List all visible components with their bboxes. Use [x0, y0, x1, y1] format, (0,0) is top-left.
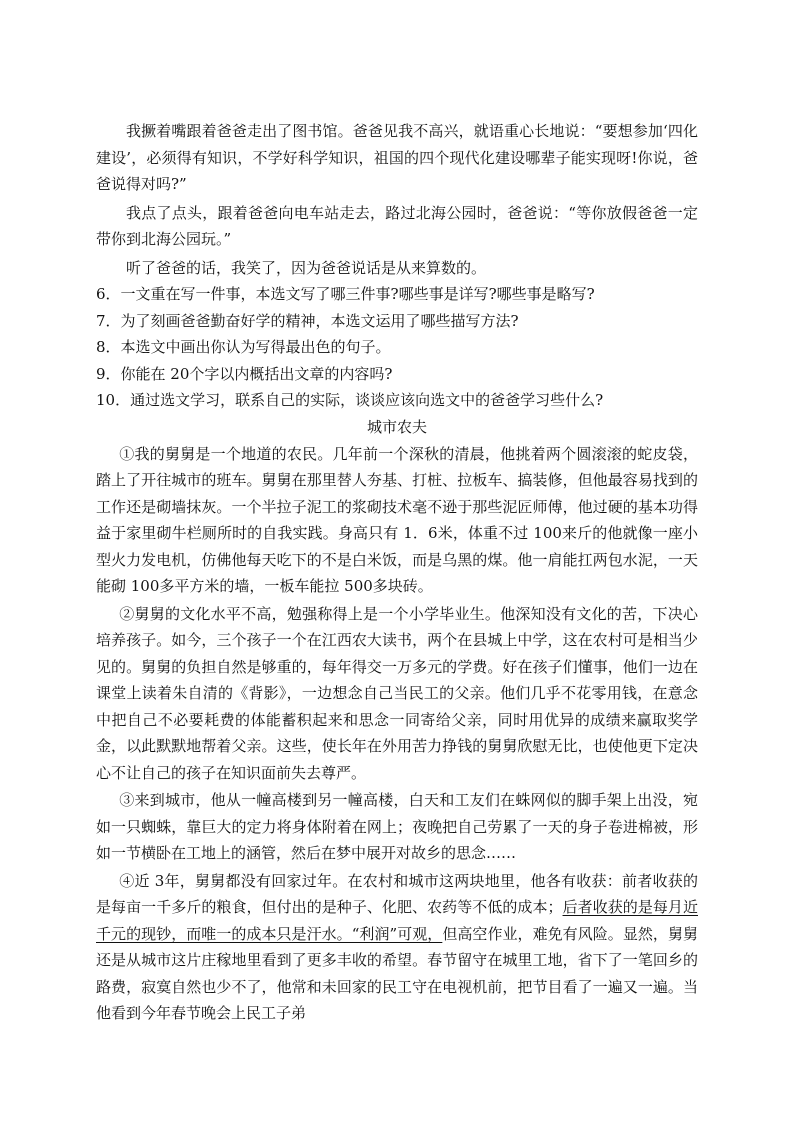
article-section	[96, 414, 698, 1027]
question-10: 10．通过选文学习，联系自己的实际，谈谈应该向选文中的爸爸学习些什么?	[96, 391, 604, 409]
article-paragraph-4	[96, 868, 698, 1027]
excerpt-paragraph-2: 我点了点头，跟着爸爸向电车站走去，路过北海公园时，爸爸说：“等你放假爸爸一定带你到北海公园玩。”	[96, 203, 698, 248]
excerpt-paragraph-3: 听了爸爸的话，我笑了，因为爸爸说话是从来算数的。	[126, 258, 487, 277]
article-paragraph-3: ③来到城市，他从一幢高楼到另一幢高楼，白天和工友们在蛛网似的脚手架上出没，宛如一只蜘蛛，靠巨大的定力将身体附着在网上；夜晚把自己劳累了一天的身子卷进棉被，形如一节横卧在工地上的涵管，然后在梦中展开对故乡的思念……	[96, 791, 698, 862]
question-9: 9．你能在 20个字以内概括出文章的内容吗?	[96, 364, 393, 383]
questions-list	[96, 281, 698, 414]
excerpt-section	[96, 118, 698, 281]
article-paragraph-4-start: ④近 3年，舅舅都没有回家过年。在农村和城市这两块地里，他各有收获：前者收获的是每亩一千多斤的粮食，但付出的是种子、化肥、农药等不低的成本；	[96, 871, 698, 916]
article-paragraph-2: ②舅舅的文化水平不高，勉强称得上是一个小学毕业生。他深知没有文化的苦，下决心培养孩子。如今，三个孩子一个在江西农大读书，两个在县城上中学，这在农村可是相当少见的。舅舅的负担自然是够重的，每年得交一万多元的学费。好在孩子们懂事，他们一边在课堂上读着朱自清的《背影》，一边想念自己当民工的父亲。他们几乎不花零用钱，在意念中把自己不必要耗费的体能蓄积起来和思念一同寄给父亲，同时用优异的成绩来赢取奖学金，以此默默地帮着父亲。这些，使长年在外用苦力挣钱的舅舅欣慰无比，也使他更下定决心不让自己的孩子在知识面前失去尊严。	[96, 604, 698, 782]
article-title: 城市农夫	[366, 417, 427, 436]
question-6: 6．一文重在写一件事，本选文写了哪三件事?哪些事是详写?哪些事是略写?	[96, 285, 595, 303]
question-7: 7．为了刻画爸爸勤奋好学的精神，本选文运用了哪些描写方法?	[96, 311, 519, 330]
excerpt-paragraph-1: 我撅着嘴跟着爸爸走出了图书馆。爸爸见我不高兴，就语重心长地说：“要想参加‘四化建设’，必须得有知识，不学好科学知识，祖国的四个现代化建设哪辈子能实现呀!你说，爸爸说得对吗?”	[96, 122, 698, 193]
question-8: 8．本选文中画出你认为写得最出色的句子。	[96, 338, 391, 356]
article-paragraph-4-end: 但高空作业，难免有风险。显然，舅舅还是从城市这片庄稼地里看到了更多丰收的希望。春节留守在城里工地，省下了一笔回乡的路费，寂寞自然也少不了，他常和未回家的民工守在电视机前，把节目看了一遍又一遍。当他看到今年春节晚会上民工子弟	[96, 924, 698, 1022]
underlined-sentence: 后者收获的是每月近千元的现钞，而唯一的成本只是汗水。“利润”可观，	[96, 898, 698, 943]
article-paragraph-1: ①我的舅舅是一个地道的农民。几年前一个深秋的清晨，他挑着两个圆滚滚的蛇皮袋，踏上了开往城市的班车。舅舅在那里替人夯基、打桩、拉板车、搞装修，但他最容易找到的工作还是砌墙抹灰。一个半拉子泥工的浆砌技术毫不逊于那些泥匠师傅，他过硬的基本功得益于家里砌牛栏厕所时的自我实践。身高只有 1．6米，体重不过 100来斤的他就像一座小型火力发电机，仿佛他每天吃下的不是白米饭，而是乌黑的煤。他一肩能扛两包水泥，一天能砌 100多平方米的墙，一板车能拉 500多块砖。	[96, 444, 698, 595]
